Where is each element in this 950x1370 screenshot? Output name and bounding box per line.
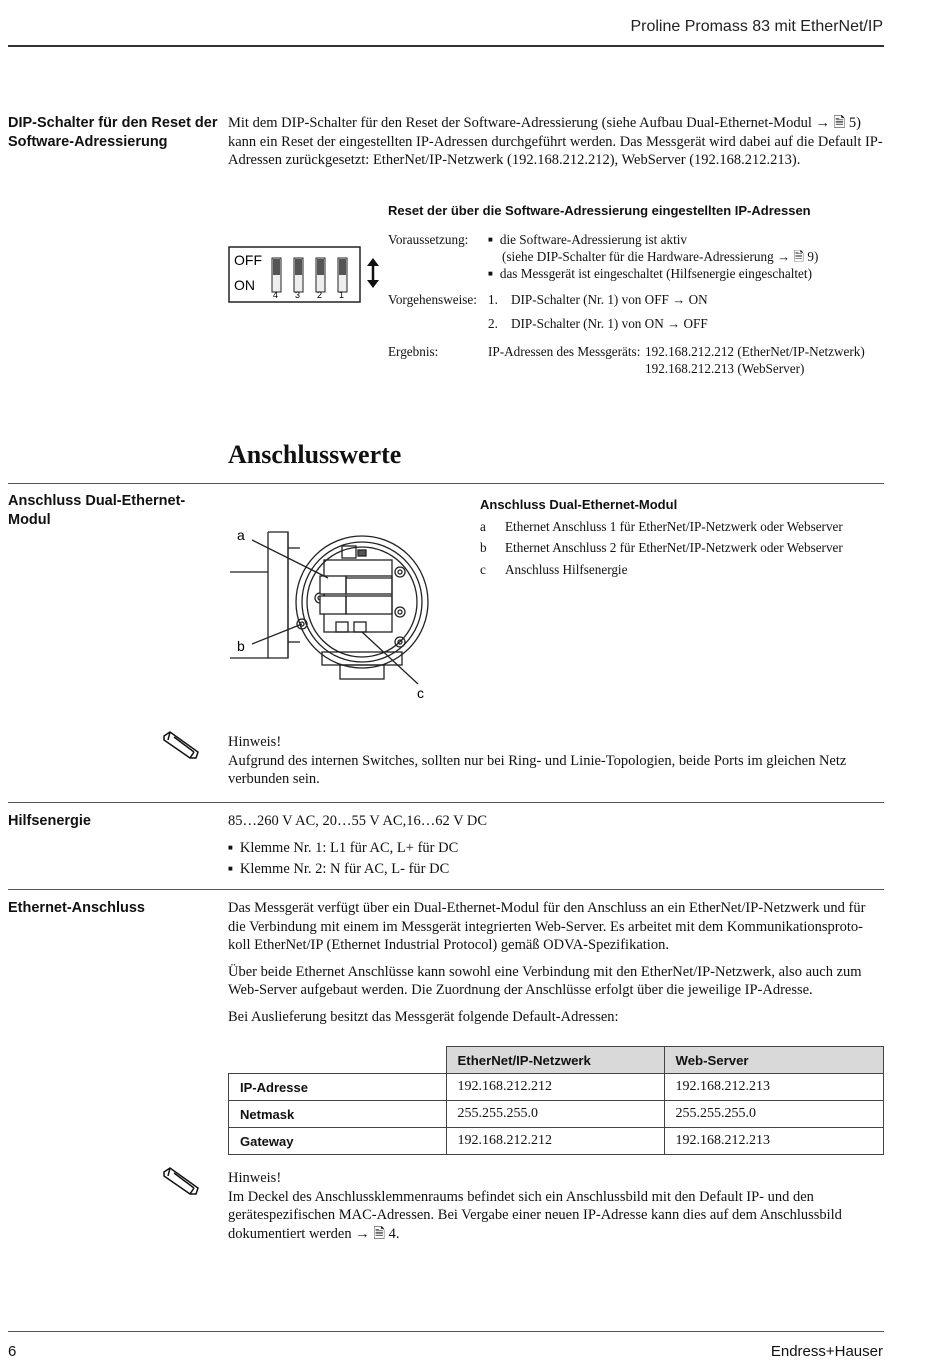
table-cell: 192.168.212.213 [664,1128,884,1155]
up-down-arrow-icon [367,258,379,288]
ethernet-paragraph: Bei Auslieferung besitzt das Messgerät folgende Default-Adressen: [228,1008,619,1025]
legend-key: c [480,562,486,577]
dip-number-1: 1 [339,290,345,300]
dip-switch-2 [316,258,325,292]
power-range: 85…260 V AC, 20…55 V AC,16…62 V DC [228,813,488,829]
result-address: 192.168.212.212 (EtherNet/IP-Netzwerk) [645,344,865,359]
dip-switch-figure [228,246,388,306]
table-row [229,1128,884,1155]
prereq-item: ■ das Messgerät ist eingeschaltet (Hilfsenergie eingeschaltet) [488,266,812,281]
table-row-label: Netmask [229,1101,447,1128]
legend-key: a [480,519,486,534]
pencil-note-icon [162,1166,202,1196]
dip-reset-heading: DIP-Schalter für den Reset der Software-Adressierung [8,115,218,150]
dip-reset-caption: Reset der über die Software-Adressierung eingestellten IP-Adressen [388,203,811,218]
table-row [229,1101,884,1128]
table-row-label: IP-Adresse [229,1074,447,1101]
ethernet-heading: Ethernet-Anschluss [8,900,145,916]
table-corner [229,1047,447,1074]
dip-number-2: 2 [317,290,323,300]
table-cell: 255.255.255.0 [664,1101,884,1128]
footer-brand: Endress+Hauser [770,1343,883,1360]
dual-ethernet-legend-title: Anschluss Dual-Ethernet-Modul [480,497,678,512]
page-number: 6 [8,1343,17,1360]
pencil-note-icon [162,730,202,760]
power-item: ■ Klemme Nr. 2: N für AC, L- für DC [228,860,884,881]
figure-label-c: c [417,685,424,701]
legend-item [480,519,843,535]
step-number: 2. [488,316,498,331]
divider [8,802,884,803]
note-2 [228,1169,884,1243]
note-title: Hinweis! [228,1170,282,1186]
ethernet-paragraph: Das Messgerät verfügt über ein Dual-Ethernet-Modul für den Anschluss an ein EtherNet/IP-Netzwerk und für die Verbindung mit einem im Messgerät integrierten Web-Server. Es arbeitet mit dem Kommunikationsproto-koll EtherNet/IP (Ethernet Industrial Protocol) gemäß ODVA-Spezifikation. [228,900,866,953]
ethernet-paragraph: Über beide Ethernet Anschlüsse kann sowohl eine Verbindung mit den EtherNet/IP-Netzwerk, also auch zum Web-Server aufgebaut werden. Die Zuordnung der Anschlüsse erfolgt über die jeweilige IP-Adresse. [228,963,862,998]
note-title: Hinweis! [228,734,282,750]
header-title: Proline Promass 83 mit EtherNet/IP [630,18,883,35]
prereq-label: Voraussetzung: [388,232,469,247]
section-rule [8,483,884,484]
power-item: ■ Klemme Nr. 1: L1 für AC, L+ für DC [228,839,884,860]
legend-text: Ethernet Anschluss 2 für EtherNet/IP-Netzwerk oder Webserver [505,540,843,555]
dual-ethernet-heading: Anschluss Dual-Ethernet-Modul [8,493,186,528]
note-1 [228,733,884,789]
section-title: Anschlusswerte [228,440,402,469]
result-prefix: IP-Adressen des Messgeräts: [488,344,641,359]
table-header-row [229,1047,884,1074]
result-label: Ergebnis: [388,344,439,359]
legend-key: b [480,540,487,555]
result-address: 192.168.212.213 (WebServer) [645,361,805,376]
dip-off-label: OFF [234,252,262,268]
header-rule [8,45,884,47]
dip-switch-3 [294,258,303,292]
legend-text: Ethernet Anschluss 1 für EtherNet/IP-Netzwerk oder Webserver [505,519,843,534]
procedure-step: DIP-Schalter (Nr. 1) von OFF → ON [511,292,708,307]
dip-number-4: 4 [273,290,279,300]
dip-reset-text: Mit dem DIP-Schalter für den Reset der Software-Adressierung (siehe Aufbau Dual-Ethernet-Modul → 🗎 5) kann ein Reset der eingestellten IP-Adressen durchgeführt werden. Das Messgerät wird dabei auf die Default IP-Adressen zurückgesetzt: EtherNet/IP-Netzwerk (192.168.212.212), WebServer (192.168.212.213). [228,115,883,168]
legend-item [480,562,627,578]
dip-number-3: 3 [295,290,301,300]
table-row [229,1074,884,1101]
prereq-item: ■ die Software-Adressierung ist aktiv [488,232,687,247]
table-header: Web-Server [664,1047,884,1074]
table-cell: 192.168.212.213 [664,1074,884,1101]
divider [8,889,884,890]
note-text: Aufgrund des internen Switches, sollten nur bei Ring- und Linie-Topologien, beide Ports im gleichen Netz verbunden sein. [228,752,847,787]
legend-text: Anschluss Hilfsenergie [505,562,628,577]
table-cell: 255.255.255.0 [446,1101,664,1128]
dual-ethernet-module-figure [230,520,445,705]
legend-item [480,540,843,556]
procedure-label: Vorgehensweise: [388,292,477,307]
dip-switch-4 [272,258,281,292]
table-cell: 192.168.212.212 [446,1074,664,1101]
prereq-item-note: (siehe DIP-Schalter für die Hardware-Adressierung → 🗎 9) [502,249,819,264]
footer-rule [8,1331,884,1332]
note-text: Im Deckel des Anschlussklemmenraums befindet sich ein Anschlussbild mit den Default IP- und den gerätespezifischen MAC-Adressen. Bei Vergabe einer neuen IP-Adresse kann dies auf dem Anschlussbild dokumentiert werden → 🗎 4. [228,1188,842,1242]
power-heading: Hilfsenergie [8,813,91,829]
figure-label-b: b [237,638,245,654]
default-address-table [228,1046,884,1155]
figure-label-a: a [237,527,245,543]
dip-on-label: ON [234,277,255,293]
table-cell: 192.168.212.212 [446,1128,664,1155]
step-number: 1. [488,292,498,307]
table-header: EtherNet/IP-Netzwerk [446,1047,664,1074]
table-row-label: Gateway [229,1128,447,1155]
dip-switch-1 [338,258,347,292]
procedure-step: DIP-Schalter (Nr. 1) von ON → OFF [511,316,708,331]
